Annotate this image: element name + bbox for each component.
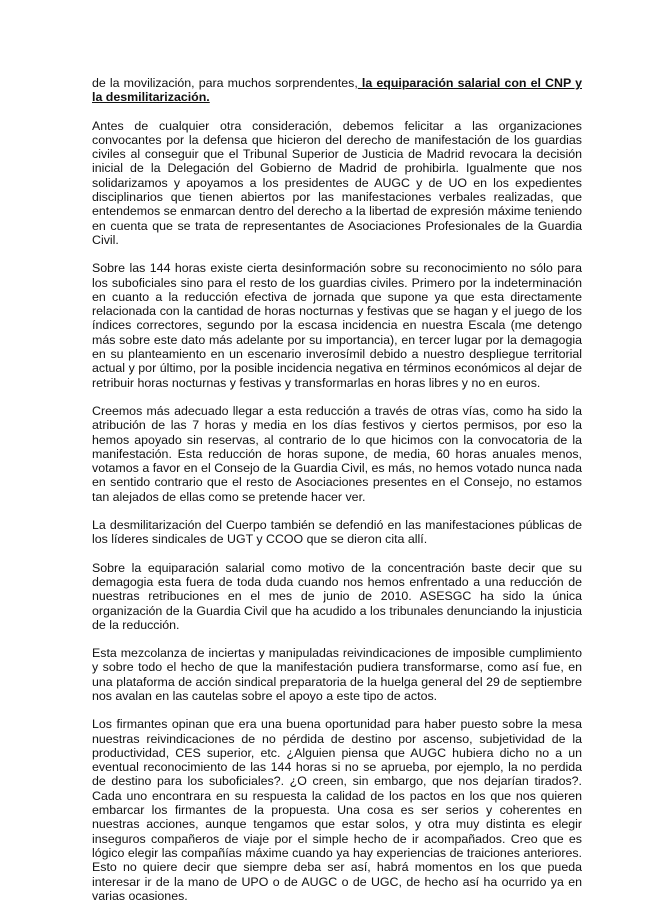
document-page <box>92 76 582 917</box>
paragraph-salary: Sobre la equiparación salarial como motivo de la concentración baste decir que su demagogia esta fuera de toda duda cuando nos hemos enfrentado a una reducción de nuestras retribuciones en el mes de junio de 2010. ASESGC ha sido la única organización de la Guardia Civil que ha acudido a los tribunales denunciando la injusticia de la reducción. <box>92 560 582 632</box>
paragraph-congratulations: Antes de cualquier otra consideración, debemos felicitar a las organizaciones convocantes por la defensa que hicieron del derecho de manifestación de los guardias civiles al conseguir que el Tribunal Superior de Justicia de Madrid revocara la decisión inicial de la Delegación del Gobierno de Madrid de prohibirla. Igualmente que nos solidarizamos y apoyamos a los presidentes de AUGC y de UO en los expedientes disciplinarios que tienen abiertos por las manifestaciones verbales realizadas, que entendemos se enmarcan dentro del derecho a la libertad de expresión máxime teniendo en cuenta que se trata de representantes de Asociaciones Profesionales de la Guardia Civil. <box>92 118 582 247</box>
paragraph-signatories: Los firmantes opinan que era una buena oportunidad para haber puesto sobre la mesa nuestras reivindicaciones de no pérdida de destino por ascenso, subjetividad de la productividad, CES superior, etc. ¿Alguien piensa que AUGC hubiera dicho no a un eventual reconocimiento de las 144 horas si no se aprueba, por ejemplo, la no perdida de destino para los suboficiales?. ¿O creen, sin embargo, que nos dejarían tirados?. Cada uno encontrara en su respuesta la calidad de los pactos en los que nos quieren embarcar los firmantes de la propuesta. Una cosa es ser serios y coherentes en nuestras acciones, aunque tengamos que estar solos, y otra muy distinta es elegir inseguros compañeros de viaje por el simple hecho de ir acompañados. Creo que es lógico elegir las compañías máxime cuando ya hay experiencias de traiciones anteriores. Esto no quiere decir que siempre deba ser así, habrá momentos en los que pueda interesar ir de la mano de UPO o de AUGC o de UGC, de hecho así ha ocurrido ya en varias ocasiones. <box>92 717 582 903</box>
paragraph-demilitarization: La desmilitarización del Cuerpo también se defendió en las manifestaciones públicas de los líderes sindicales de UGT y CCOO que se dieron cita allí. <box>92 518 582 547</box>
intro-emphasis-text: la equiparación salarial con el CNP y la desmilitarización. <box>92 76 583 105</box>
intro-lead-text: de la movilización, para muchos sorprendentes, <box>92 76 358 90</box>
paragraph-reduction: Creemos más adecuado llegar a esta reducción a través de otras vías, como ha sido la atribución de las 7 horas y media en los días festivos y ciertos permisos, por eso la hemos apoyado sin reservas, al contrario de lo que hicimos con la convocatoria de la manifestación. Esta reducción de horas supone, de media, 60 horas anuales menos, votamos a favor en el Consejo de la Guardia Civil, es más, no hemos votado nunca nada en sentido contrario que el resto de Asociaciones presentes en el Consejo, no estamos tan alejados de ellas como se pretende hacer ver. <box>92 403 582 504</box>
paragraph-mixture: Esta mezcolanza de inciertas y manipuladas reivindicaciones de imposible cumplimiento y sobre todo el hecho de que la manifestación pudiera transformarse, como así fue, en una plataforma de acción sindical preparatoria de la huelga general del 29 de septiembre nos avalan en las cautelas sobre el apoyo a este tipo de actos. <box>92 646 582 703</box>
paragraph-intro <box>92 76 582 105</box>
paragraph-144-hours: Sobre las 144 horas existe cierta desinformación sobre su reconocimiento no sólo para los suboficiales sino para el resto de los guardias civiles. Primero por la indeterminación en cuanto a la reducción efectiva de jornada que supone ya que esta directamente relacionada con la cantidad de horas nocturnas y festivas que se hagan y el juego de los índices correctores, segundo por la escasa incidencia en nuestra Escala (me detengo más sobre este dato más adelante por su importancia), en tercer lugar por la demagogia en su planteamiento en un escenario inverosímil debido a nuestro despliegue territorial actual y por último, por la posible incidencia negativa en términos económicos al dejar de retribuir horas nocturnas y festivas y transformarlas en horas libres y no en euros. <box>92 261 582 390</box>
